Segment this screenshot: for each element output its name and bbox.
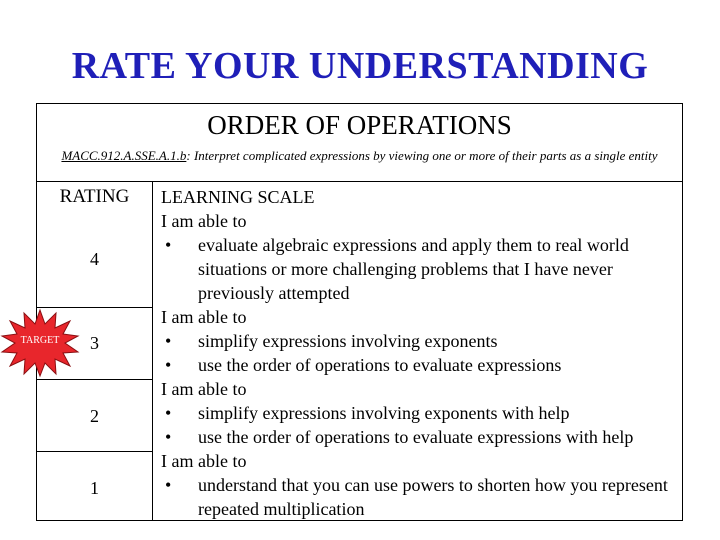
bullet-icon: • bbox=[165, 475, 172, 495]
column-divider bbox=[152, 182, 153, 520]
row-4-intro: I am able to bbox=[161, 211, 247, 231]
bullet-icon: • bbox=[165, 355, 172, 375]
target-label: TARGET bbox=[20, 335, 60, 346]
list-item-text: evaluate algebraic expressions and apply them to real world situations or more challenging problems that I have never previously attempted bbox=[198, 235, 629, 303]
list-item bbox=[161, 329, 681, 353]
standard-text: : Interpret complicated expressions by viewing one or more of their parts as a single entity bbox=[186, 148, 658, 163]
scale-column-header: LEARNING SCALE bbox=[161, 187, 315, 207]
list-item bbox=[161, 233, 681, 305]
standard-code: MACC.912.A.SSE.A.1.b bbox=[61, 148, 187, 163]
bullet-icon: • bbox=[165, 427, 172, 447]
list-item bbox=[161, 425, 681, 449]
list-item-text: simplify expressions involving exponents bbox=[198, 331, 498, 351]
rating-column-header: RATING bbox=[59, 186, 130, 207]
bullet-icon: • bbox=[165, 403, 172, 423]
page-title: RATE YOUR UNDERSTANDING bbox=[71, 45, 649, 87]
rating-4: 4 bbox=[90, 249, 99, 269]
list-item-text: use the order of operations to evaluate expressions bbox=[198, 355, 562, 375]
row-3-intro: I am able to bbox=[161, 307, 247, 327]
bullet-icon: • bbox=[165, 331, 172, 351]
learning-scale-table bbox=[36, 103, 683, 521]
list-item-text: understand that you can use powers to shorten how you represent repeated multiplication bbox=[198, 475, 668, 519]
list-item bbox=[161, 401, 681, 425]
learning-scale-column bbox=[161, 185, 681, 521]
row-divider bbox=[37, 451, 152, 452]
table-header bbox=[37, 104, 682, 182]
list-item bbox=[161, 473, 681, 521]
target-badge bbox=[0, 308, 80, 378]
row-2-intro: I am able to bbox=[161, 379, 247, 399]
list-item-text: simplify expressions involving exponents with help bbox=[198, 403, 570, 423]
topic-heading: ORDER OF OPERATIONS bbox=[207, 110, 512, 140]
rating-3: 3 bbox=[90, 333, 99, 353]
row-divider bbox=[37, 379, 152, 380]
rating-2: 2 bbox=[90, 406, 99, 426]
bullet-icon: • bbox=[165, 235, 172, 255]
list-item-text: use the order of operations to evaluate expressions with help bbox=[198, 427, 634, 447]
row-1-intro: I am able to bbox=[161, 451, 247, 471]
list-item bbox=[161, 353, 681, 377]
rating-1: 1 bbox=[90, 478, 99, 498]
standard-description bbox=[37, 147, 682, 164]
